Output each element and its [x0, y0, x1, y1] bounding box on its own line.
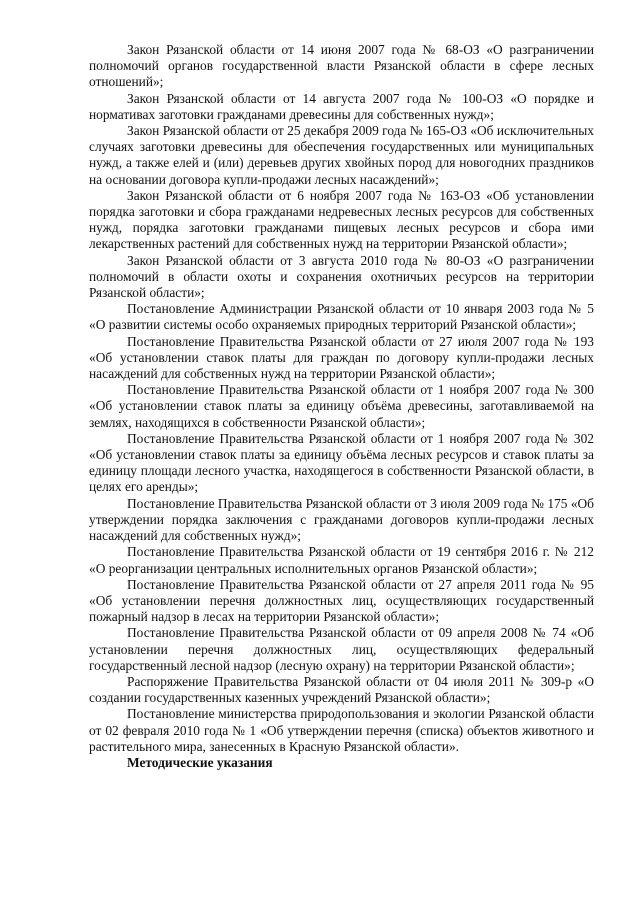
law-reference-paragraph: Постановление Администрации Рязанской области от 10 января 2003 года № 5 «О развитии системы особо охраняемых природных территорий Рязанской области»; [89, 301, 594, 333]
law-reference-paragraph: Постановление Правительства Рязанской области от 19 сентября 2016 г. № 212 «О реорганизации центральных исполнительных органов Рязанской области»; [89, 544, 594, 576]
law-reference-paragraph: Распоряжение Правительства Рязанской области от 04 июля 2011 № 309-р «О создании государственных казенных учреждений Рязанской области»; [89, 673, 594, 706]
law-reference-paragraph: Закон Рязанской области от 3 августа 2010 года № 80-ОЗ «О разграничении полномочий в области охоты и сохранения охотничьих ресурсов на территории Рязанской области»; [89, 252, 594, 301]
law-reference-paragraph: Закон Рязанской области от 6 ноября 2007 года № 163-ОЗ «Об установлении порядка заготовки и сбора гражданами недревесных лесных ресурсов для собственных нужд, порядка заготовки гражданами пищевых лесных ресурсов и сбора ими лекарственных растений для собственных нужд на территории Рязанской области»; [89, 187, 594, 252]
law-reference-paragraph: Постановление Правительства Рязанской области от 27 апреля 2011 года № 95 «Об установлении перечня должностных лиц, осуществляющих государственный пожарный надзор в лесах на территории Рязанской области»; [89, 576, 594, 625]
law-reference-paragraph: Постановление Правительства Рязанской области от 27 июля 2007 года № 193 «Об установлении ставок платы для граждан по договору купли-продажи лесных насаждений для собственных нужд на территории Рязанской области»; [89, 333, 594, 382]
law-reference-paragraph: Закон Рязанской области от 25 декабря 2009 года № 165-ОЗ «Об исключительных случаях заготовки древесины для обеспечения государственных или муниципальных нужд, а также елей и (или) деревьев других хвойных пород для новогодних праздников на основании договора купли-продажи лесных насаждений»; [89, 123, 594, 187]
section-heading: Методические указания [127, 754, 273, 770]
law-reference-paragraph: Постановление министерства природопользования и экологии Рязанской области от 02 февраля 2010 года № 1 «Об утверждении перечня (списка) объектов животного и растительного мира, занесенных в Красную Рязанской области». [89, 706, 594, 754]
law-reference-paragraph: Постановление Правительства Рязанской области от 3 июля 2009 года № 175 «Об утверждении порядка заключения с гражданами договоров купли-продажи лесных насаждений для собственных нужд»; [89, 495, 594, 544]
law-reference-paragraph: Постановление Правительства Рязанской области от 1 ноября 2007 года № 300 «Об установлении ставок платы за единицу объёма древесины, заготавливаемой на землях, находящихся в собственности Рязанской области»; [89, 382, 594, 430]
law-reference-paragraph: Постановление Правительства Рязанской области от 1 ноября 2007 года № 302 «Об установлении ставок платы за единицу объёма лесных ресурсов и ставок платы за единицу площади лесного участка, находящегося в собственности Рязанской области, в целях его аренды»; [89, 430, 594, 495]
law-reference-paragraph: Постановление Правительства Рязанской области от 09 апреля 2008 № 74 «Об установлении перечня должностных лиц, осуществляющих федеральный государственный лесной надзор (лесную охрану) на территории Рязанской области»; [89, 625, 594, 673]
law-reference-paragraph: Закон Рязанской области от 14 июня 2007 года № 68-ОЗ «О разграничении полномочий органов государственной власти Рязанской области в сфере лесных отношений»; [89, 42, 594, 90]
document-page [89, 42, 594, 771]
law-reference-paragraph: Закон Рязанской области от 14 августа 2007 года № 100-ОЗ «О порядке и нормативах заготовки гражданами древесины для собственных нужд»; [89, 90, 594, 122]
